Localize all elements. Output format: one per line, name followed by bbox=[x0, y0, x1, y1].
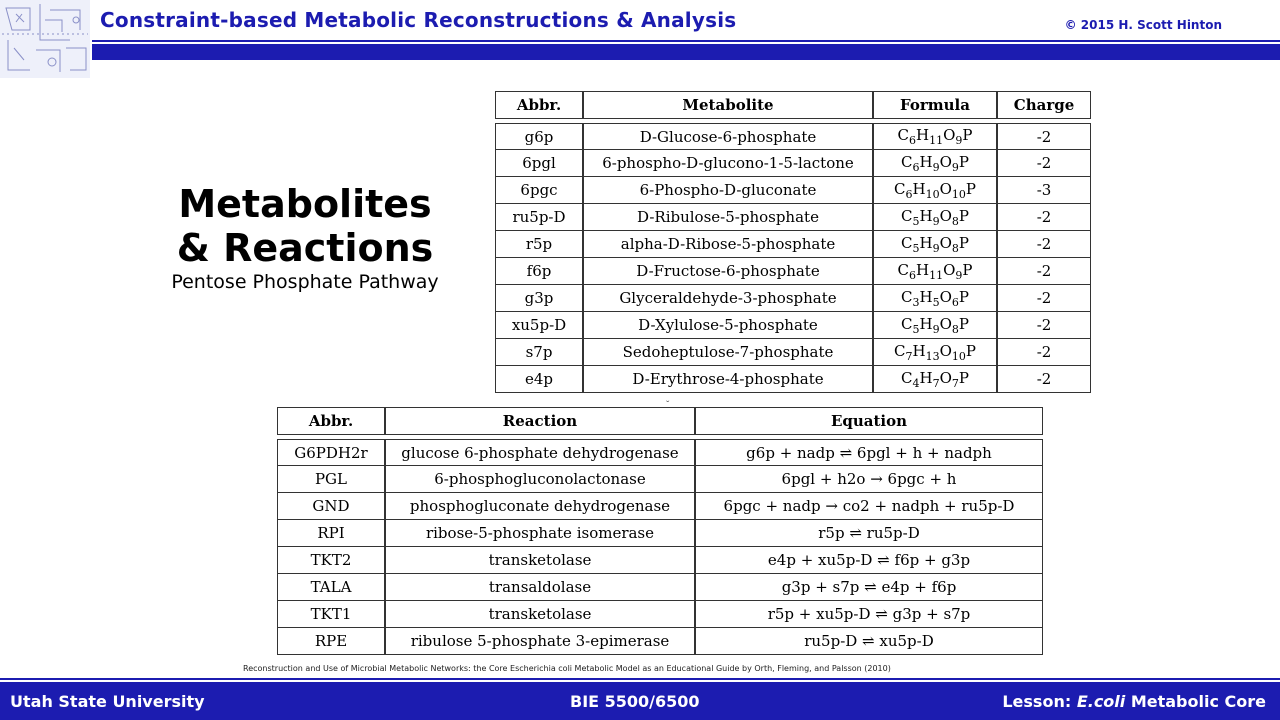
cell-metabolite: D-Xylulose-5-phosphate bbox=[583, 312, 873, 339]
cell-formula: $C_5H_9O_8P$ bbox=[873, 204, 997, 231]
cell-abbr: PGL bbox=[277, 466, 385, 493]
table-row bbox=[495, 123, 1091, 150]
cell-abbr: ru5p-D bbox=[495, 204, 583, 231]
copyright-text: © 2015 H. Scott Hinton bbox=[1064, 18, 1222, 32]
cell-metabolite: Glyceraldehyde-3-phosphate bbox=[583, 285, 873, 312]
table-row bbox=[495, 177, 1091, 204]
cell-reaction: transketolase bbox=[385, 601, 695, 628]
cell-reaction: glucose 6-phosphate dehydrogenase bbox=[385, 439, 695, 466]
tick-mark: ˇ bbox=[666, 400, 670, 411]
cell-abbr: TKT1 bbox=[277, 601, 385, 628]
col-header-abbr: Abbr. bbox=[495, 91, 583, 119]
cell-reaction: ribose-5-phosphate isomerase bbox=[385, 520, 695, 547]
col-header-abbr: Abbr. bbox=[277, 407, 385, 435]
footer-lesson bbox=[1002, 692, 1266, 711]
cell-abbr: RPE bbox=[277, 628, 385, 655]
cell-metabolite: Sedoheptulose-7-phosphate bbox=[583, 339, 873, 366]
cell-abbr: G6PDH2r bbox=[277, 439, 385, 466]
header-rule bbox=[92, 42, 1280, 60]
citation-text: Reconstruction and Use of Microbial Metabolic Networks: the Core Escherichia coli Metabolic Model as an Educational Guide by Orth, Fleming, and Palsson (2010) bbox=[243, 664, 891, 673]
footer-lesson-prefix: Lesson: bbox=[1002, 691, 1077, 711]
metabolic-map-logo bbox=[0, 0, 90, 78]
col-header-metabolite: Metabolite bbox=[583, 91, 873, 119]
table-row bbox=[495, 150, 1091, 177]
col-header-formula: Formula bbox=[873, 91, 997, 119]
cell-equation: ru5p-D ⇌ xu5p-D bbox=[695, 628, 1043, 655]
table-row bbox=[277, 601, 1043, 628]
table-row bbox=[495, 339, 1091, 366]
cell-formula: $C_4H_7O_7P$ bbox=[873, 366, 997, 393]
reactions-table bbox=[277, 407, 1043, 655]
cell-metabolite: D-Ribulose-5-phosphate bbox=[583, 204, 873, 231]
table-row bbox=[277, 493, 1043, 520]
cell-reaction: ribulose 5-phosphate 3-epimerase bbox=[385, 628, 695, 655]
cell-charge: -2 bbox=[997, 339, 1091, 366]
cell-equation: 6pgl + h2o → 6pgc + h bbox=[695, 466, 1043, 493]
table-row bbox=[495, 285, 1091, 312]
cell-equation: g3p + s7p ⇌ e4p + f6p bbox=[695, 574, 1043, 601]
footer-lesson-suffix: Metabolic Core bbox=[1125, 691, 1266, 711]
col-header-reaction: Reaction bbox=[385, 407, 695, 435]
cell-charge: -2 bbox=[997, 123, 1091, 150]
cell-abbr: TALA bbox=[277, 574, 385, 601]
cell-equation: e4p + xu5p-D ⇌ f6p + g3p bbox=[695, 547, 1043, 574]
cell-equation: r5p ⇌ ru5p-D bbox=[695, 520, 1043, 547]
table-row bbox=[277, 628, 1043, 655]
slide-heading bbox=[110, 182, 500, 294]
footer-lesson-italic: E.coli bbox=[1076, 691, 1126, 711]
cell-charge: -2 bbox=[997, 204, 1091, 231]
table-row bbox=[495, 366, 1091, 393]
cell-abbr: f6p bbox=[495, 258, 583, 285]
footer-bar bbox=[0, 680, 1280, 720]
cell-abbr: 6pgl bbox=[495, 150, 583, 177]
cell-abbr: TKT2 bbox=[277, 547, 385, 574]
cell-charge: -2 bbox=[997, 312, 1091, 339]
table-row bbox=[495, 204, 1091, 231]
cell-equation: 6pgc + nadp → co2 + nadph + ru5p-D bbox=[695, 493, 1043, 520]
heading-line-2: & Reactions bbox=[176, 226, 434, 270]
cell-abbr: g6p bbox=[495, 123, 583, 150]
table-row bbox=[277, 439, 1043, 466]
col-header-charge: Charge bbox=[997, 91, 1091, 119]
cell-formula: $C_6H_{11}O_9P$ bbox=[873, 258, 997, 285]
cell-equation: g6p + nadp ⇌ 6pgl + h + nadph bbox=[695, 439, 1043, 466]
col-header-equation: Equation bbox=[695, 407, 1043, 435]
cell-charge: -2 bbox=[997, 231, 1091, 258]
cell-metabolite: 6-Phospho-D-gluconate bbox=[583, 177, 873, 204]
cell-formula: $C_5H_9O_8P$ bbox=[873, 312, 997, 339]
cell-reaction: phosphogluconate dehydrogenase bbox=[385, 493, 695, 520]
table-row bbox=[277, 520, 1043, 547]
cell-metabolite: 6-phospho-D-glucono-1-5-lactone bbox=[583, 150, 873, 177]
table-row bbox=[277, 466, 1043, 493]
cell-metabolite: D-Erythrose-4-phosphate bbox=[583, 366, 873, 393]
heading-subtitle: Pentose Phosphate Pathway bbox=[171, 271, 439, 293]
cell-charge: -3 bbox=[997, 177, 1091, 204]
cell-metabolite: D-Glucose-6-phosphate bbox=[583, 123, 873, 150]
table-row bbox=[277, 547, 1043, 574]
header-title: Constraint-based Metabolic Reconstructions & Analysis bbox=[100, 8, 737, 32]
table-row bbox=[495, 312, 1091, 339]
cell-abbr: s7p bbox=[495, 339, 583, 366]
cell-abbr: 6pgc bbox=[495, 177, 583, 204]
cell-charge: -2 bbox=[997, 285, 1091, 312]
footer-course: BIE 5500/6500 bbox=[570, 691, 700, 711]
metabolites-header-row bbox=[495, 91, 1091, 119]
cell-formula: $C_6H_{11}O_9P$ bbox=[873, 123, 997, 150]
cell-formula: $C_6H_9O_9P$ bbox=[873, 150, 997, 177]
cell-abbr: g3p bbox=[495, 285, 583, 312]
cell-reaction: transaldolase bbox=[385, 574, 695, 601]
table-row bbox=[277, 574, 1043, 601]
cell-formula: $C_3H_5O_6P$ bbox=[873, 285, 997, 312]
table-row bbox=[495, 258, 1091, 285]
heading-line-1: Metabolites bbox=[178, 182, 432, 226]
cell-charge: -2 bbox=[997, 258, 1091, 285]
cell-formula: $C_7H_{13}O_{10}P$ bbox=[873, 339, 997, 366]
cell-abbr: RPI bbox=[277, 520, 385, 547]
reactions-header-row bbox=[277, 407, 1043, 435]
cell-charge: -2 bbox=[997, 366, 1091, 393]
footer-university: Utah State University bbox=[10, 691, 205, 711]
cell-reaction: transketolase bbox=[385, 547, 695, 574]
cell-formula: $C_5H_9O_8P$ bbox=[873, 231, 997, 258]
cell-formula: $C_6H_{10}O_{10}P$ bbox=[873, 177, 997, 204]
cell-abbr: xu5p-D bbox=[495, 312, 583, 339]
cell-abbr: r5p bbox=[495, 231, 583, 258]
cell-abbr: GND bbox=[277, 493, 385, 520]
cell-abbr: e4p bbox=[495, 366, 583, 393]
cell-metabolite: alpha-D-Ribose-5-phosphate bbox=[583, 231, 873, 258]
cell-metabolite: D-Fructose-6-phosphate bbox=[583, 258, 873, 285]
metabolites-table bbox=[495, 91, 1091, 393]
cell-reaction: 6-phosphogluconolactonase bbox=[385, 466, 695, 493]
cell-charge: -2 bbox=[997, 150, 1091, 177]
table-row bbox=[495, 231, 1091, 258]
cell-equation: r5p + xu5p-D ⇌ g3p + s7p bbox=[695, 601, 1043, 628]
